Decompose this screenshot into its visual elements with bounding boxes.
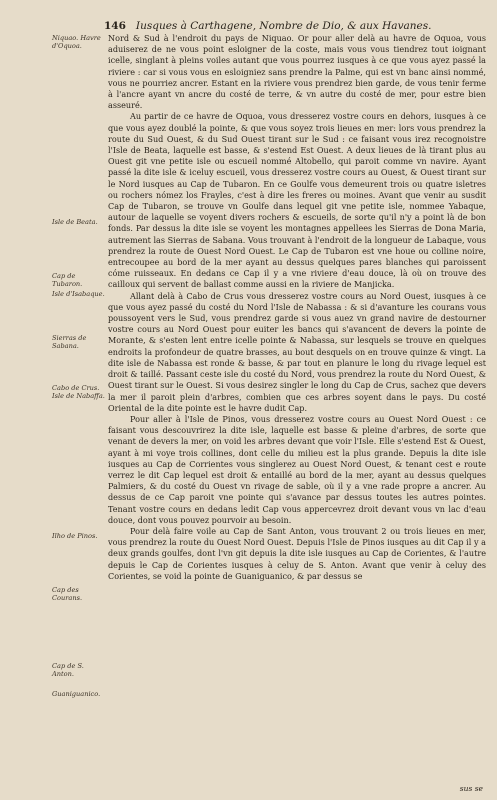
margin-note: Guaniguanico. [52,690,101,698]
margin-note: Sierras de Sabana. [52,334,87,350]
paragraph: Pour aller à l'Isle de Pinos, vous dresserez vostre cours au Ouest Nord Ouest : ce faisant vous descouvrirez la dite isle, laquelle est basse & pleine d'arbres, de sorte que venant de devers la mer, on void les arbres devant que voir l'Isle. Elle s'estend Est & Ouest, ayant à mi voye trois collines, dont celle du milieu est la plus grande. Depuis la dite isle iusques au Cap de Corrientes vous singlerez au Ouest Nord Ouest, & tenant cest e route verrez le dit Cap lequel est droit & entaillé au bord de la mer, ayant au dessus quelques Palmiers, & du costé du Ouest vn rivage de sable, où il y a vne rade propre a ancrer. Au dessus de ce Cap paroit vne pointe qui s'avance par dessus toutes les autres pointes. Tenant vostre cours en dedans ledit Cap vous appercevrez droit devant vous vn lac d'eau douce, dont vous pouvez pourvoir au besoin. [108,413,486,525]
paragraph: Pour delà faire voile au Cap de Sant Anton, vous trouvant 2 ou trois lieues en mer, vous prendrez la route du Ouest Nord Ouest. Depuis l'Isle de Pinos iusques au dit Cap il y a deux grands goulfes, dont l'vn git depuis la dite isle iusques au Cap de Corientes, & l'autre depuis le Cap de Corientes iusques à celuy de S. Anton. Avant que venir à celuy des Corientes, se void la pointe de Guaniguanico, & par dessus se [108,525,486,581]
body-text [108,33,486,582]
paragraph: Nord & Sud à l'endroit du pays de Niquao. Or pour aller delà au havre de Oquoa, vous aduiserez de ne vous point esloigner de la coste, mais vous vous tiendrez tout ioignant icelle, singlant à pleins voiles autant que vous pourrez iusques à ce que vous ayez passé la riviere : car si vous vous en esloigniez sans prendre la Palme, qui est vn banc ainsi nommé, vous ne pourriez ancrer. Estant en la riviere vous prendrez bien garde, de vous tenir ferme à l'ancre ayant vn ancre du costé de terre, & vn autre du costé de mer, pour estre bien asseuré. [108,33,486,111]
margin-note: Isle de Beata. [52,218,98,226]
margin-note: Ilho de Pinos. [52,532,98,540]
margin-note: Isle d'Isabaque. [52,290,105,298]
margin-note: Niquao. Havre d'Oquoa. [52,34,101,50]
margin-note: Cap de S. Anton. [52,662,84,678]
catchword: sus se [459,784,483,793]
running-title: Iusques à Carthagene, Nombre de Dio, & aux Havanes. [135,20,432,32]
margin-note: Cap des Courans. [52,586,83,602]
page-header [104,20,484,32]
paragraph: Au partir de ce havre de Oquoa, vous dresserez vostre cours en dehors, iusques à ce que vous ayez doublé la pointe, & que vous soyez trois lieues en mer: lors vous prendrez la route du Sud Ouest, & du Sud Ouest tirant sur le Sud : ce faisant vous irez recognoistre l'Isle de Beata, laquelle est basse, & s'estend Est Ouest. A deux lieues de là tirant plus au Ouest git vne petite isle ou escueil nommé Altobello, qui paroit comme vn navire. Ayant passé la dite isle & iceluy escueil, vous dresserez vostre cours au Ouest, & Ouest tirant sur le Nord iusques au Cap de Tubaron. En ce Goulfe vous demeurent trois ou quatre isletres ou rochers nómez los Frayles, c'est à dire les freres ou moines. Avant que venir au susdit Cap de Tubaron, se trouve vn Goulfe dans lequel git vne petite isle, nommee Yabaque, autour de laquelle se voyent divers rochers & escueils, de sorte qu'il n'y a point là de bon fonds. Par dessus la dite isle se voyent les montagnes appellees les Sierras de Dona Maria, autrement las Sierras de Sabana. Vous trouvant à l'endroit de la longueur de Labaque, vous prendrez la route de Ouest Nord Ouest. Le Cap de Tubaron est vne houe ou colline noire, entrecoupee au bord de la mer ayant au dessus quelques pares blanches qui paroissent cóme ruisseaux. En dedans ce Cap il y a vne riviere d'eau douce, là où on trouve des cailloux qui servent de ballast comme aussi en la riviere de Manjicka. [108,111,486,290]
page-number: 146 [104,20,126,32]
margin-note: Cabo de Crus. Isle de Nabaffa. [52,384,105,400]
margin-note: Cap de Tubaron. [52,272,83,288]
paragraph: Allant delà à Cabo de Crus vous dresserez vostre cours au Nord Ouest, iusques à ce que vous ayez passé du costé du Nord l'Isle de Nabassa : & si d'avanture les courans vous poussoyent vers le Sud, vous prendrez garde si vous auez vn grand navire de destourner vostre cours au Nord Ouest pour euiter les bancs qui s'avancent de devers la pointe de Morante, & s'esten lent entre icelle pointe & Nabassa, sur lesquels se trouve en quelques endroits la profondeur de quatre brasses, au bout desquels on en trouve quinze & vingt. La dite isle de Nabassa est ronde & basse, & par tout en planure le long du rivage lequel est droit & taillé. Passant ceste isle du costé du Nord, vous prendrez la route du Nord Ouest, & Ouest tirant sur le Ouest. Si vous desirez singler le long du Cap de Crus, sachez que devers la mer il paroit plein d'arbres, combien que ces arbres soyent dans le pays. Du costé Oriental de la dite pointe est le havre dudit Cap. [108,290,486,413]
